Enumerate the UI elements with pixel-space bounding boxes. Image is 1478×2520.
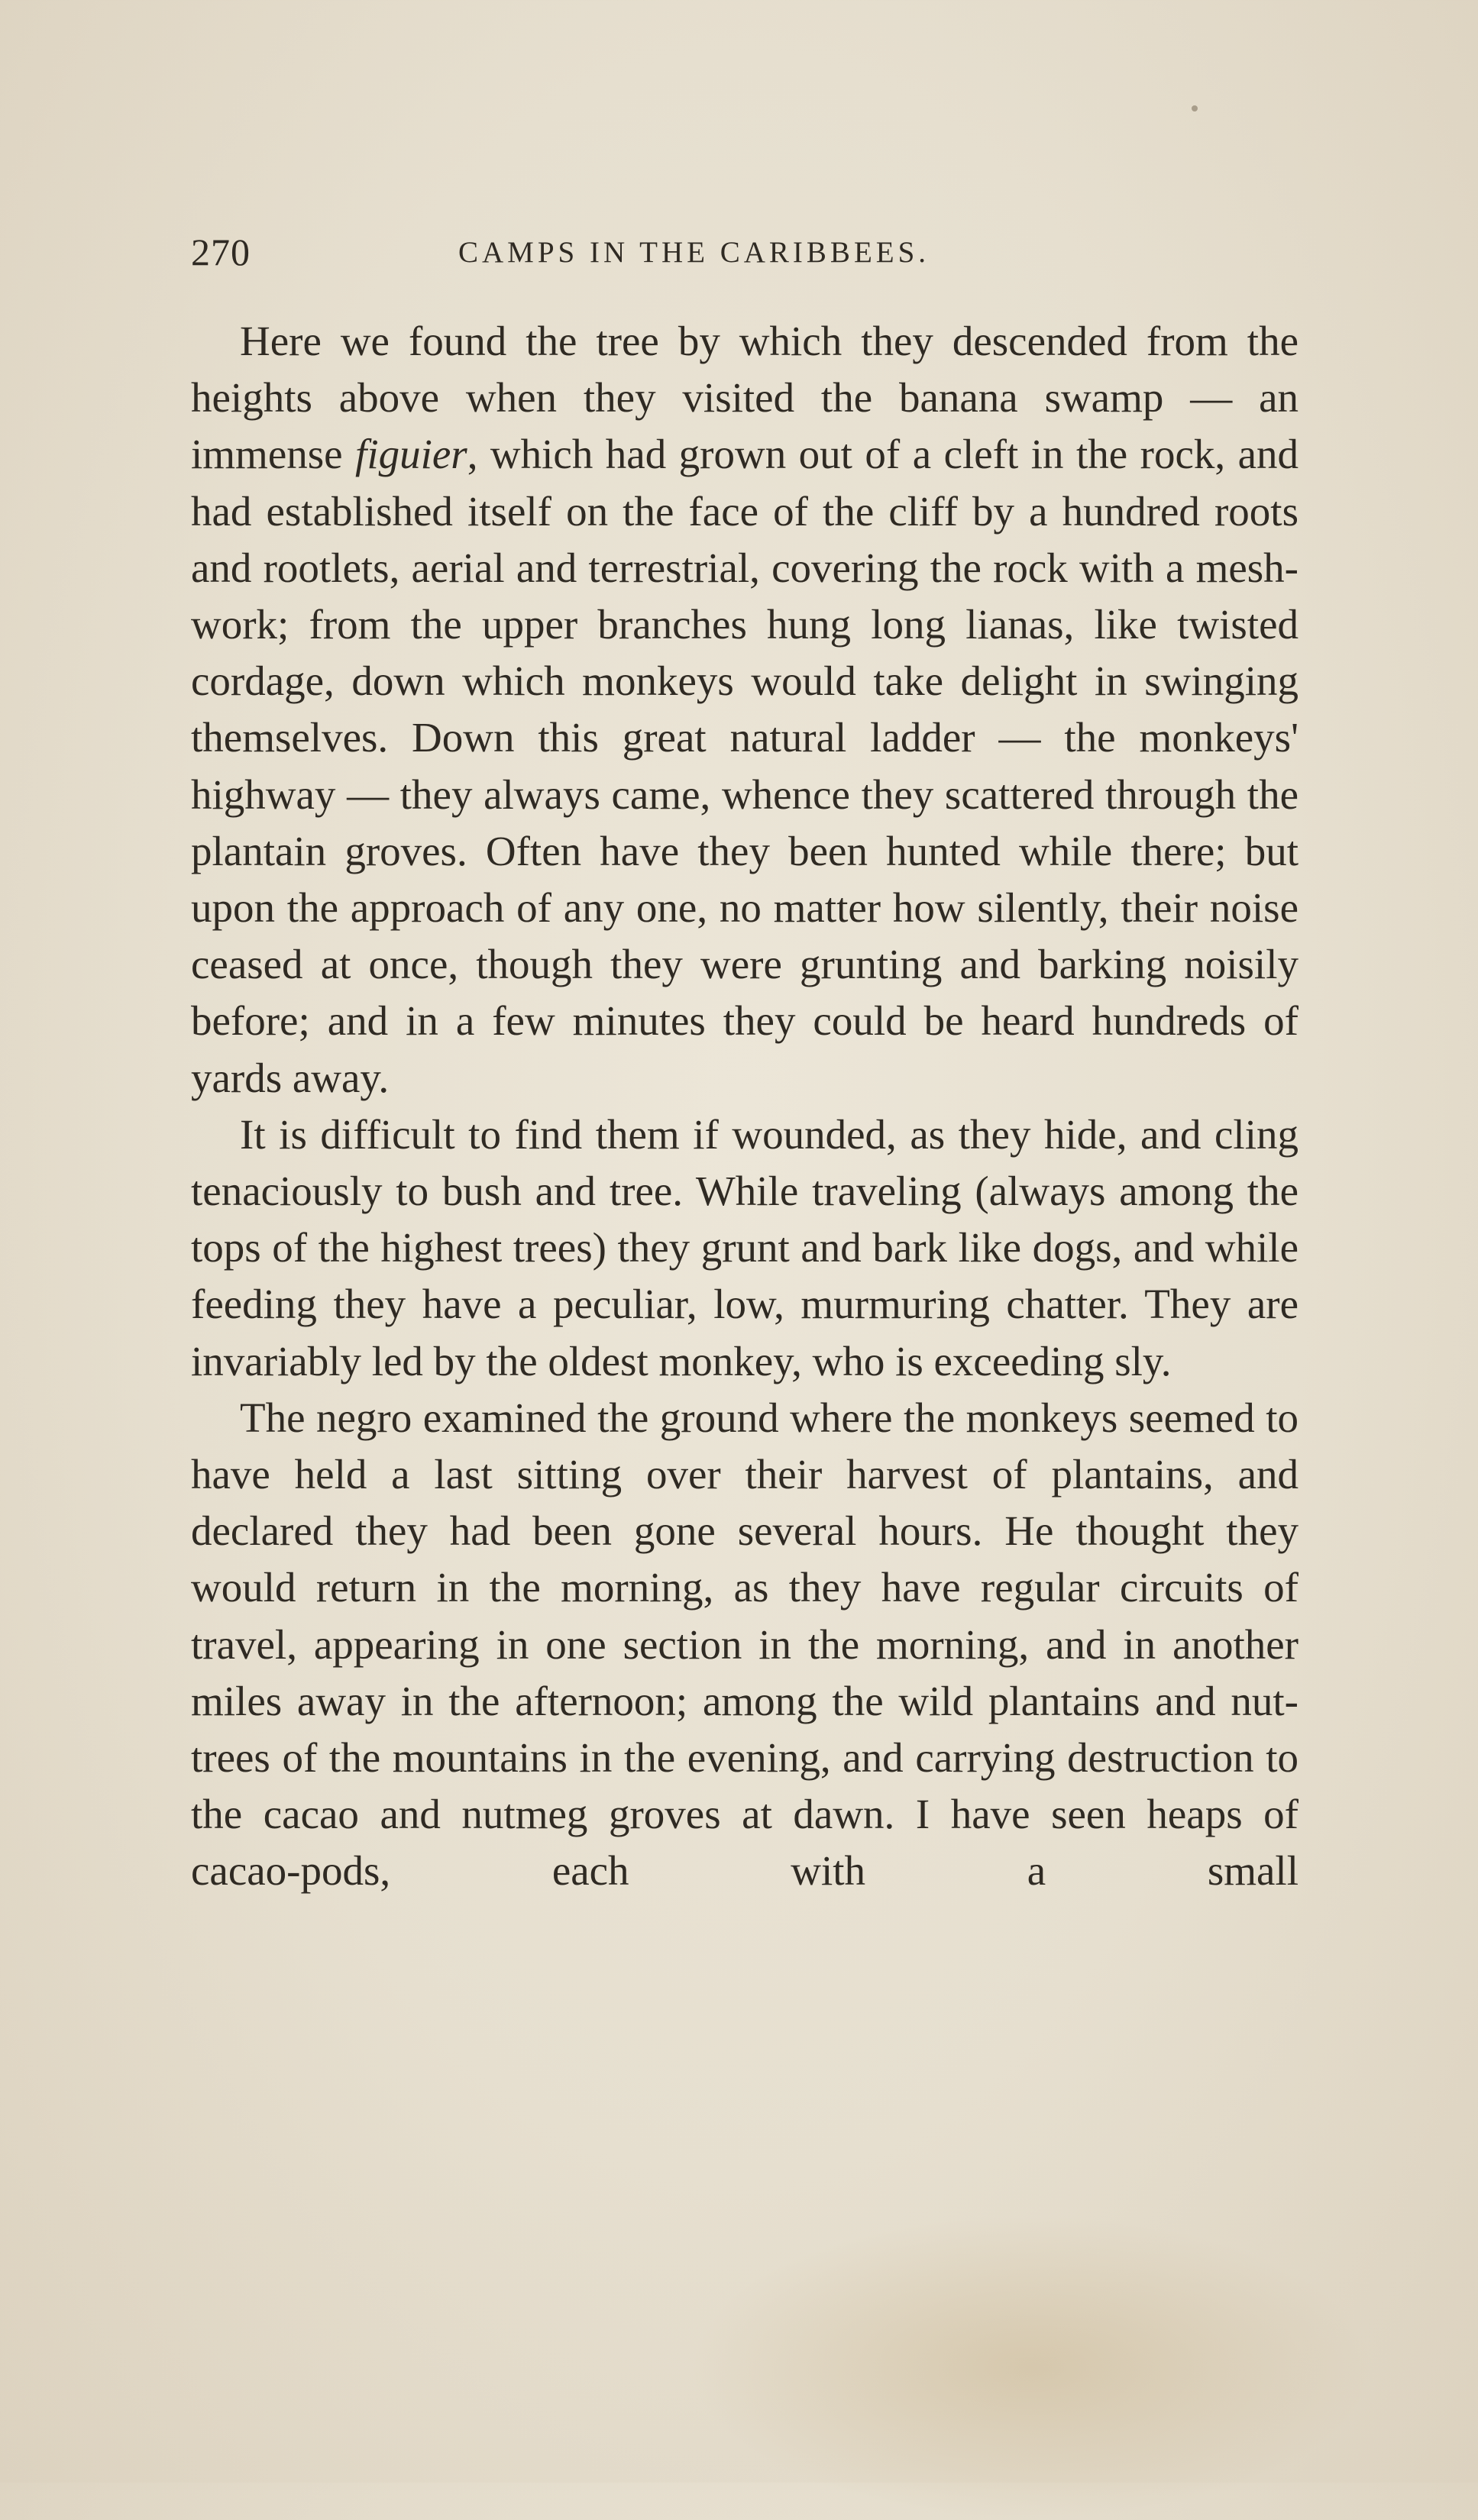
body-text xyxy=(191,313,1299,1900)
paragraph-1 xyxy=(191,313,1299,1107)
paragraph-3: The negro examined the ground where the monkeys seemed to have held a last sitting over their harvest of plantains, and declared they had been gone several hours. He thought they would return in the morning, as they have regular circuits of travel, appearing in one section in the morning, and in another miles away in the afternoon; among the wild plantains and nut-trees of the mountains in the evening, and carrying destruction to the cacao and nutmeg groves at dawn. I have seen heaps of cacao-pods, each with a small xyxy=(191,1394,1299,1895)
paragraph-1-text-b: , which had grown out of a cleft in the rock, and had established itself on the face of the cliff by a hundred roots and rootlets, aerial and terrestrial, covering the rock with a mesh-work; from the upper branches hung long lianas, like twisted cordage, down which monkeys would take delight in swinging themselves. Down this great natural ladder — the monkeys' highway — they always came, whence they scattered through the plantain groves. Often have they been hunted while there; but upon the approach of any one, no matter how silently, their noise ceased at once, though they were grunting and barking noisily before; and in a few minutes they could be heard hundreds of yards away. xyxy=(191,431,1299,1101)
running-title: CAMPS IN THE CARIBBEES. xyxy=(458,235,930,269)
running-head xyxy=(191,221,1299,283)
paragraph-1-text-a: Here we found the tree by which they descended from the heights above when they visited the banana swamp — an immense xyxy=(191,318,1299,478)
paper-speck xyxy=(1192,105,1198,111)
paragraph-2: It is difficult to find them if wounded, as they hide, and cling tenaciously to bush and tree. While traveling (always among the tops of the highest trees) they grunt and bark like dogs, and while feeding they have a peculiar, low, murmuring chatter. They are invariably led by the oldest monkey, who is exceeding sly. xyxy=(191,1110,1299,1384)
paper-stain xyxy=(687,2215,1375,2520)
paragraph-1-italic-word: figuier xyxy=(355,431,467,478)
page-number: 270 xyxy=(191,231,251,273)
